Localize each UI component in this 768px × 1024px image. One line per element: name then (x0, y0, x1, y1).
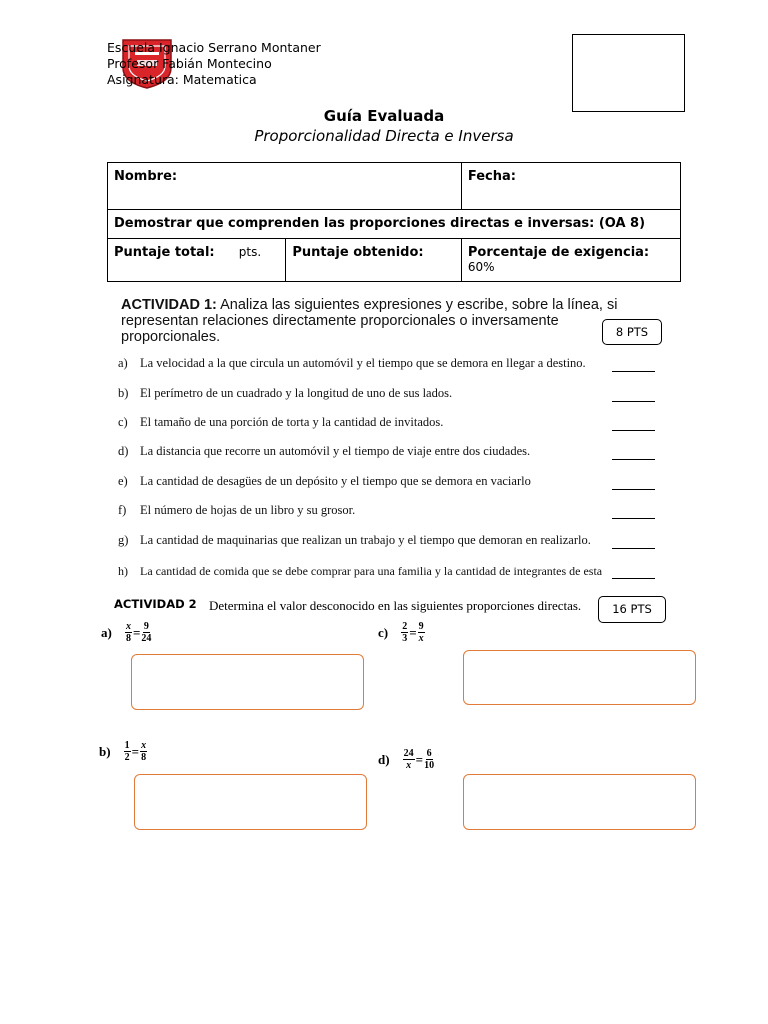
name-cell[interactable] (108, 163, 462, 210)
activity2-points-badge: 16 PTS (598, 596, 666, 623)
school-name: Escuela Ignacio Serrano Montaner (107, 40, 321, 55)
answer-line[interactable] (612, 400, 655, 402)
problem-d: d) $\frac{24}{x}$ = $\frac{6}{10}$ (378, 748, 435, 771)
obtained-score-label: Puntaje obtenido: (292, 245, 424, 260)
list-item: a) La velocidad a la que circula un automóvil y el tiempo que se demora en llegar a destino. (118, 356, 586, 370)
date-label: Fecha: (467, 169, 516, 184)
total-score-unit: pts. (238, 245, 262, 259)
date-cell[interactable] (461, 163, 680, 210)
student-info-table (107, 162, 681, 282)
total-score-cell (108, 239, 286, 282)
list-item: b) El perímetro de un cuadrado y la longitud de uno de sus lados. (118, 386, 453, 400)
answer-box-d[interactable] (463, 774, 696, 830)
activity1-label: ACTIVIDAD 1: (121, 297, 217, 313)
requirement-cell (461, 239, 680, 282)
problem-c: c) $\frac{2}{3}$ = $\frac{9}{x}$ (378, 621, 424, 644)
answer-line[interactable] (612, 458, 655, 460)
list-item: d) La distancia que recorre un automóvil y el tiempo de viaje entre dos ciudades. (118, 444, 531, 458)
list-item: g) La cantidad de maquinarias que realizan un trabajo y el tiempo que demoran en realizarlo. (118, 533, 591, 547)
activity1-text: Analiza las siguientes expresiones y escribe, sobre la línea, si representan relaciones directamente proporcionales o inversamente proporcionales. (121, 297, 618, 345)
answer-line[interactable] (612, 517, 655, 519)
objective-cell: Demostrar que comprenden las proporciones directas e inversas: (OA 8) (108, 210, 681, 239)
activity2-label: ACTIVIDAD 2 (114, 597, 197, 611)
activity2-instruction: Determina el valor desconocido en las siguientes proporciones directas. (209, 598, 582, 613)
answer-line[interactable] (612, 577, 655, 579)
obtained-score-cell[interactable] (286, 239, 462, 282)
total-score-label: Puntaje total: (114, 245, 215, 260)
answer-line[interactable] (612, 370, 655, 372)
answer-box-c[interactable] (463, 650, 696, 705)
answer-line[interactable] (612, 547, 655, 549)
activity1-points-badge: 8 PTS (602, 319, 662, 345)
requirement-value: 60% (467, 260, 495, 274)
requirement-label: Porcentaje de exigencia: (467, 245, 650, 260)
school-info (107, 40, 321, 88)
teacher-name: Profesor Fabián Montecino (107, 56, 272, 71)
answer-line[interactable] (612, 429, 655, 431)
list-item: c) El tamaño de una porción de torta y la cantidad de invitados. (118, 415, 444, 429)
answer-box-a[interactable] (131, 654, 364, 710)
activity1-instruction (121, 297, 641, 345)
subject-name: Asignatura: Matematica (107, 72, 257, 87)
page-title: Guía Evaluada (323, 107, 445, 125)
list-item: h) La cantidad de comida que se debe comprar para una familia y la cantidad de integrantes de esta (118, 564, 603, 578)
answer-line[interactable] (612, 488, 655, 490)
photo-box (572, 34, 685, 112)
page-subtitle: Proporcionalidad Directa e Inversa (254, 127, 514, 145)
name-label: Nombre: (114, 169, 178, 184)
answer-box-b[interactable] (134, 774, 367, 830)
problem-a: a) $\frac{x}{8}$ = $\frac{9}{24}$ (101, 621, 152, 644)
list-item: f) El número de hojas de un libro y su grosor. (118, 503, 356, 517)
list-item: e) La cantidad de desagües de un depósito y el tiempo que se demora en vaciarlo (118, 474, 531, 488)
problem-b: b) $\frac{1}{2}$ = $\frac{x}{8}$ (99, 740, 147, 763)
